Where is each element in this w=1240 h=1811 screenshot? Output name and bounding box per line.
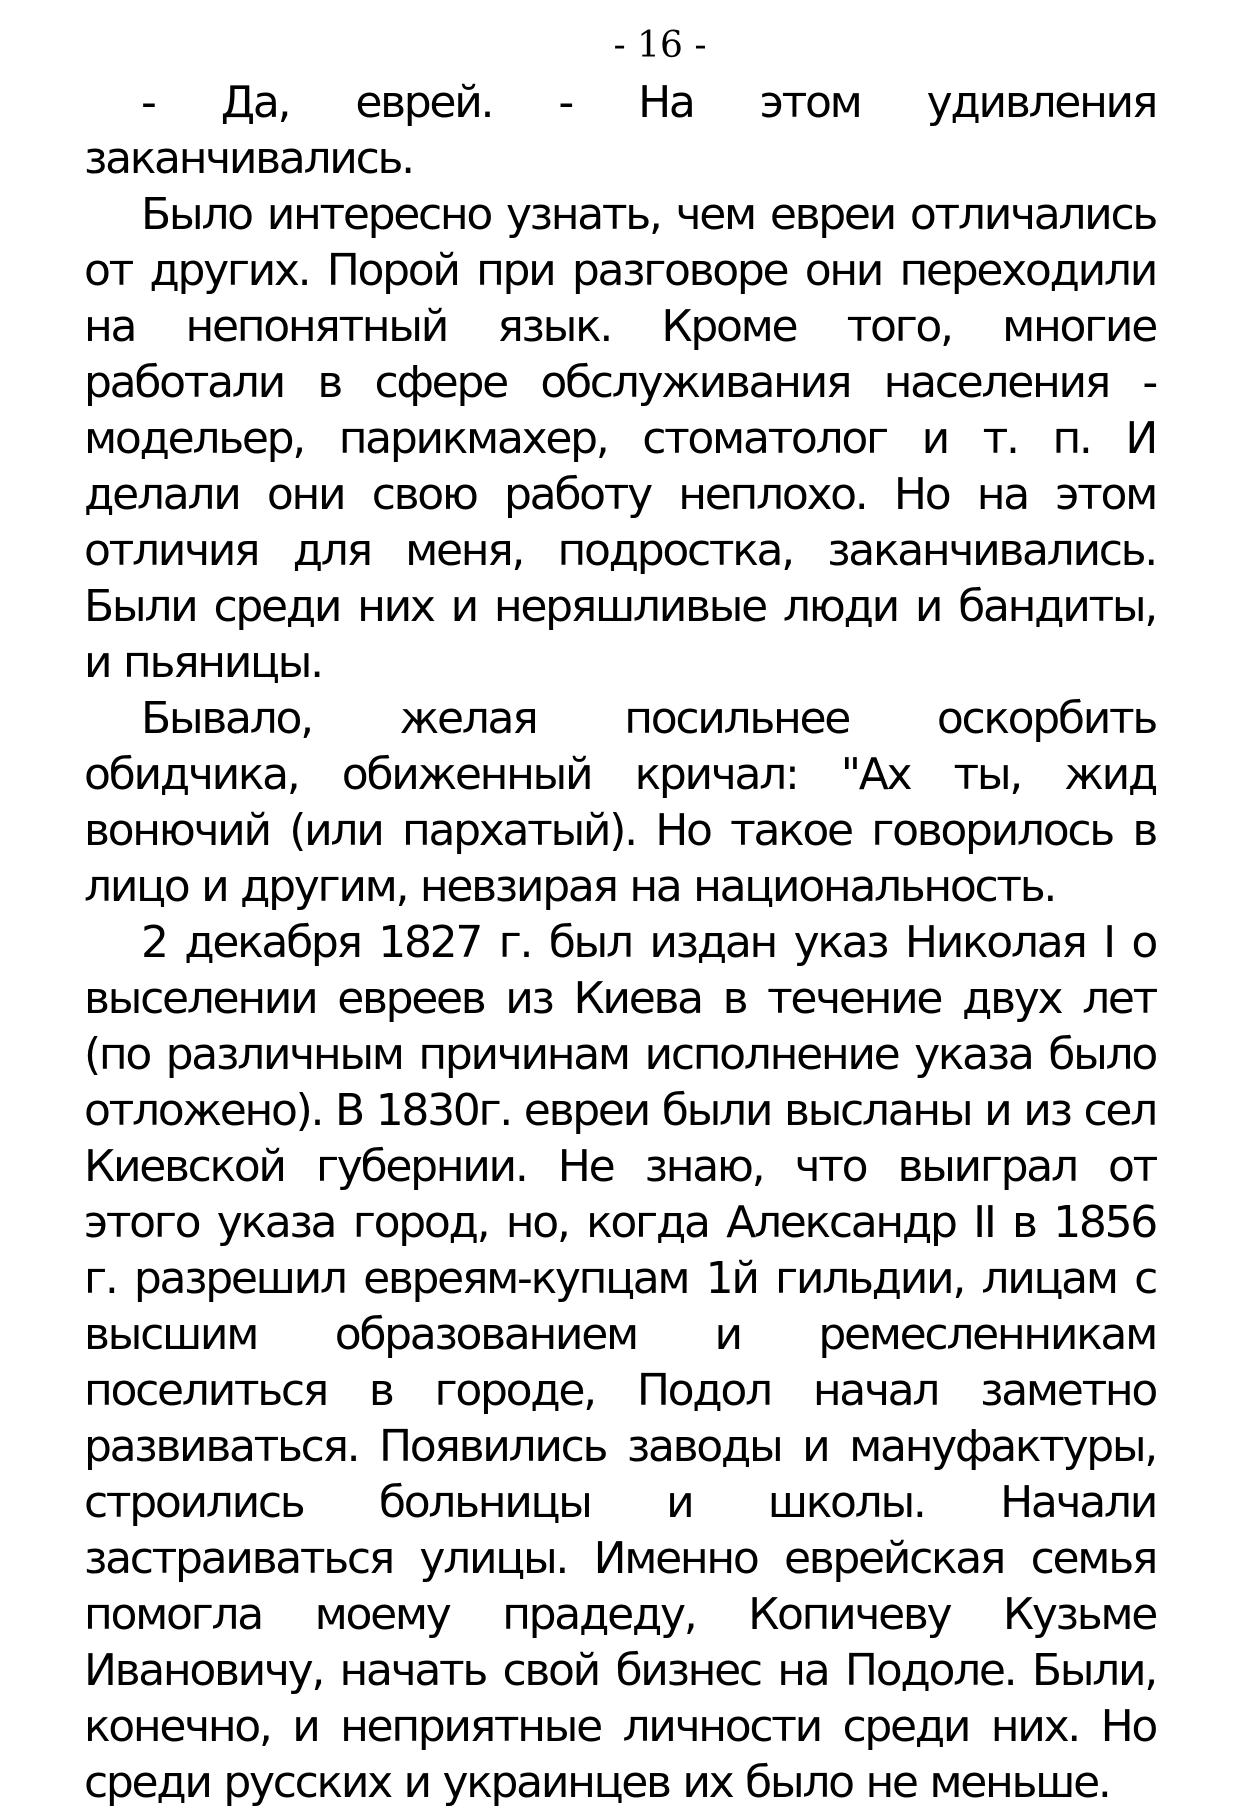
page-body xyxy=(84,75,1156,1811)
paragraph-1: - Да, еврей. - На этом удивления заканчивались. xyxy=(84,77,1156,184)
paragraph-4: 2 декабря 1827 г. был издан указ Николая I о выселении евреев из Киева в течение двух лет (по различным причинам исполнение указа было отложено). В 1830г. евреи были высланы и из сел Киевской губернии. Не знаю, что выиграл от этого указа город, но, когда Александр II в 1856 г. разрешил евреям-купцам 1й гильдии, лицам с высшим образованием и ремесленникам поселиться в городе, Подол начал заметно развиваться. Появились заводы и мануфактуры, строились больницы и школы. Начали застраиваться улицы. Именно еврейская семья помогла моему прадеду, Копичеву Кузьме Ивановичу, начать свой бизнес на Подоле. Были, конечно, и неприятные личности среди них. Но среди русских и украинцев их было не меньше. xyxy=(84,917,1156,1808)
page-number: - 16 - xyxy=(613,25,707,66)
paragraph-3: Бывало, желая посильнее оскорбить обидчика, обиженный кричал: "Ах ты, жид вонючий (или пархатый). Но такое говорилось в лицо и другим, невзирая на национальность. xyxy=(84,693,1156,912)
paragraph-2: Было интересно узнать, чем евреи отличались от других. Порой при разговоре они переходили на непонятный язык. Кроме того, многие работали в сфере обслуживания населения - модельер, парикмахер, стоматолог и т. п. И делали они свою работу неплохо. Но на этом отличия для меня, подростка, заканчивались. Были среди них и неряшливые люди и бандиты, и пьяницы. xyxy=(84,189,1156,688)
